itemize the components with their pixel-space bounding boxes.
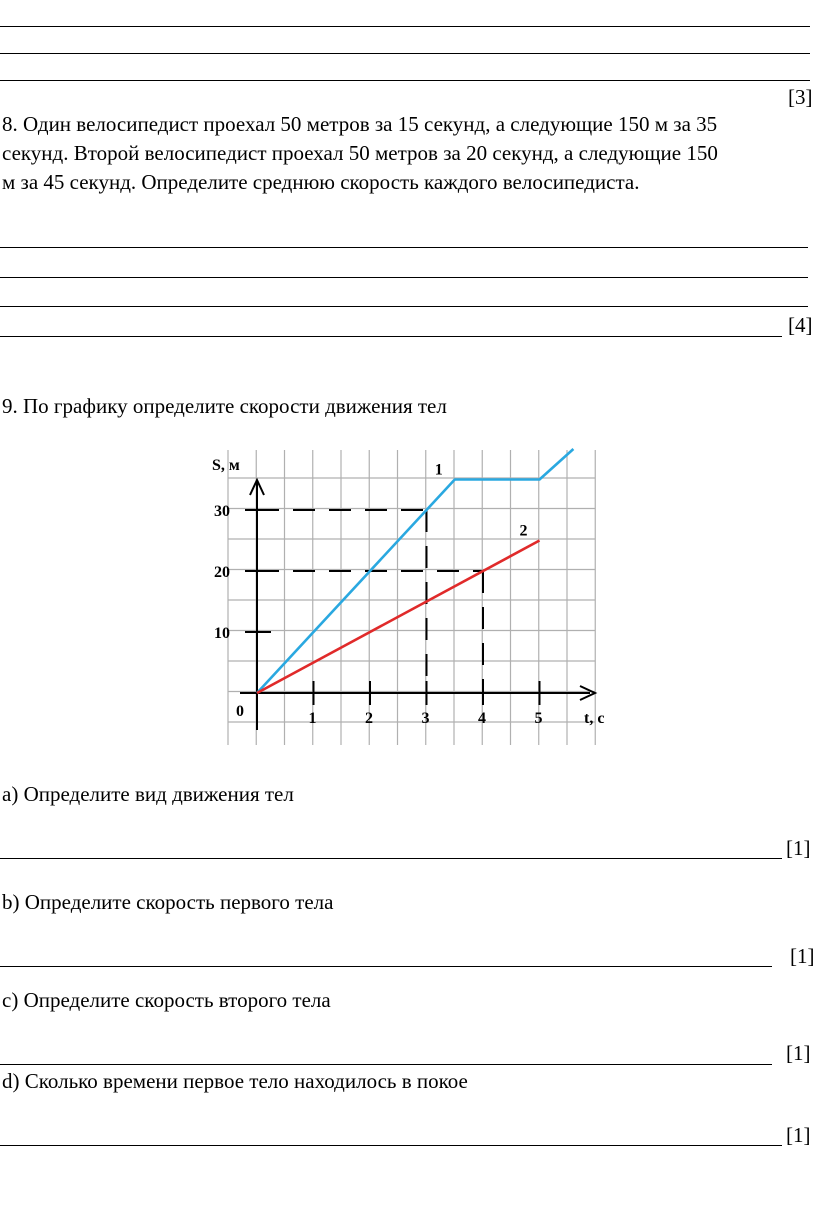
y-tick-label: 20 [214,564,230,581]
answer-line [0,1064,772,1065]
answer-line [0,277,808,278]
q7-marks: [3] [788,85,813,109]
x-tick-label: 5 [534,710,543,727]
x-tick-label: 4 [478,710,486,727]
answer-line [0,247,808,248]
q9a-label: a) Определите вид движения тел [2,782,294,806]
q9c-label: c) Определите скорость второго тела [2,988,331,1012]
series-label-2: 2 [519,522,528,540]
answer-line [0,336,782,337]
origin-label: 0 [236,703,244,720]
series-label-1: 1 [434,461,443,479]
distance-time-chart [190,440,610,750]
q9d-marks: [1] [786,1123,811,1147]
y-tick-label: 30 [214,503,230,520]
q9d-label: d) Сколько времени первое тело находилось в покое [2,1069,468,1093]
x-tick-label: 2 [365,710,373,727]
x-axis-label: t, c [584,710,605,727]
q8-line: 8. Один велосипедист проехал 50 метров за 15 секунд, а следующие 150 м за 35 [2,112,718,136]
q9b-label: b) Определите скорость первого тела [2,890,334,914]
answer-line [0,966,772,967]
q9b-marks: [1] [790,944,815,968]
series-line-2 [257,541,540,694]
answer-line [0,306,808,307]
y-axis-label: S, м [212,457,240,474]
q8-marks: [4] [788,313,813,337]
q9a-marks: [1] [786,836,811,860]
answer-line [0,26,810,27]
y-tick-label: 10 [214,625,230,642]
q8-line: м за 45 секунд. Определите среднюю скорость каждого велосипедиста. [2,170,640,194]
q8-line: секунд. Второй велосипедист проехал 50 метров за 20 секунд, а следующие 150 [2,141,718,165]
answer-line [0,80,810,81]
q8-text [2,110,814,197]
q9-text: 9. По графику определите скорости движения тел [2,394,447,418]
answer-line [0,858,782,859]
x-tick-label: 3 [421,710,430,727]
x-tick-label: 1 [308,710,317,727]
q9c-marks: [1] [786,1041,811,1065]
answer-line [0,1145,782,1146]
answer-line [0,53,810,54]
chart-guides [257,510,483,693]
